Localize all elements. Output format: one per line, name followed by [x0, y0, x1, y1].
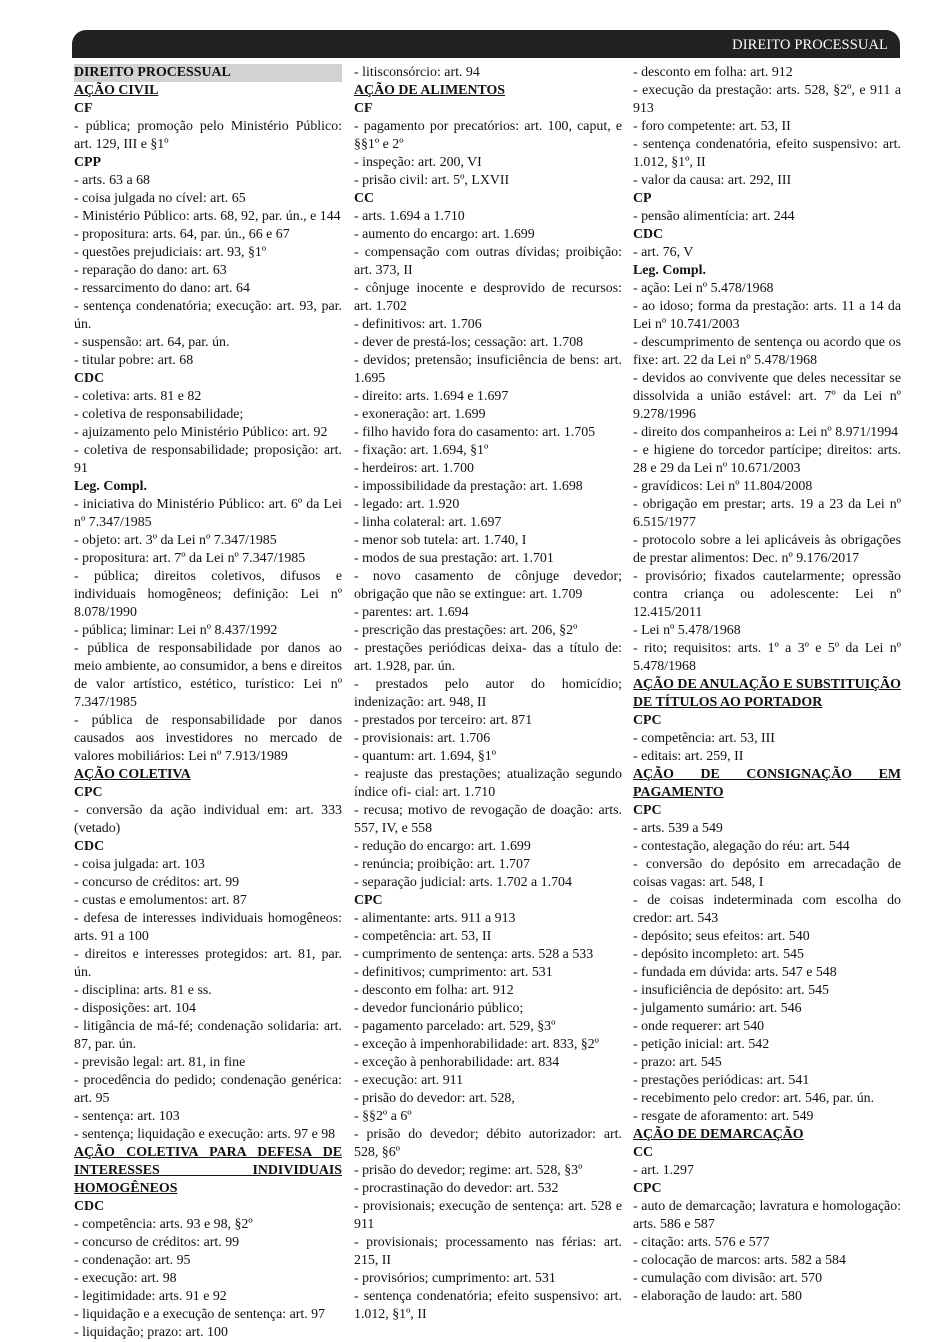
index-entry: - petição inicial: art. 542: [633, 1037, 770, 1052]
index-entry: - coletiva de responsabilidade;: [74, 407, 244, 422]
index-entry: - concurso de créditos: art. 99: [74, 1235, 240, 1250]
index-entry: - pagamento por precatórios: art. 100, caput, e §§1º e 2º: [354, 119, 622, 152]
index-entry: - prestações periódicas deixa- das a título de: art. 1.928, par. ún.: [354, 641, 622, 674]
index-entry: - previsão legal: art. 81, in fine: [74, 1055, 246, 1070]
index-entry: - procedência do pedido; condenação genérica: art. 95: [74, 1073, 342, 1106]
column-2: [354, 64, 622, 1324]
entry-heading: AÇÃO DE ANULAÇÃO E SUBSTITUIÇÃO DE TÍTULOS AO PORTADOR: [633, 677, 901, 710]
index-entry: - sentença condenatória; efeito suspensivo: art. 1.012, §1º, II: [354, 1289, 622, 1322]
index-entry: - pública; liminar: Lei nº 8.437/1992: [74, 623, 278, 638]
source-label: CPC: [633, 803, 662, 818]
source-label: CPC: [74, 785, 103, 800]
index-entry: - rito; requisitos: arts. 1º a 3º e 5º da Lei nº 5.478/1968: [633, 641, 901, 674]
index-entry: - ajuizamento pelo Ministério Público: art. 92: [74, 425, 328, 440]
index-entry: - pública de responsabilidade por danos causados aos investidores no mercado de valores mobiliários: Lei nº 7.913/1989: [74, 713, 342, 764]
index-entry: - conversão do depósito em arrecadação de coisas vagas: art. 548, I: [633, 857, 901, 890]
index-entry: - direito dos companheiros a: Lei nº 8.971/1994: [633, 425, 899, 440]
index-entry: - sentença: art. 103: [74, 1109, 180, 1124]
entry-heading: AÇÃO DE CONSIGNAÇÃO EM PAGAMENTO: [633, 767, 901, 800]
index-entry: - legado: art. 1.920: [354, 497, 460, 512]
index-entry: - pensão alimentícia: art. 244: [633, 209, 795, 224]
index-entry: - condenação: art. 95: [74, 1253, 191, 1268]
index-entry: - competência: art. 53, II: [354, 929, 492, 944]
index-entry: - cumprimento de sentença: arts. 528 a 533: [354, 947, 594, 962]
index-entry: - propositura: art. 7º da Lei nº 7.347/1985: [74, 551, 306, 566]
index-entry: - suspensão: art. 64, par. ún.: [74, 335, 230, 350]
index-entry: - pagamento parcelado: art. 529, §3º: [354, 1019, 556, 1034]
index-entry: - prazo: art. 545: [633, 1055, 722, 1070]
source-label: CPC: [633, 1181, 662, 1196]
index-entry: - art. 1.297: [633, 1163, 694, 1178]
index-entry: - exceção à penhorabilidade: art. 834: [354, 1055, 560, 1070]
source-label: CF: [354, 101, 373, 116]
source-label: Leg. Compl.: [74, 479, 147, 494]
index-entry: - litisconsórcio: art. 94: [354, 65, 480, 80]
index-entry: - provisionais; execução de sentença: art. 528 e 911: [354, 1199, 622, 1232]
index-entry: - arts. 63 a 68: [74, 173, 150, 188]
index-entry: - inspeção: art. 200, VI: [354, 155, 482, 170]
index-entry: - fixação: art. 1.694, §1º: [354, 443, 489, 458]
index-entry: - Lei nº 5.478/1968: [633, 623, 741, 638]
index-entry: - disciplina: arts. 81 e ss.: [74, 983, 212, 998]
index-entry: - redução do encargo: art. 1.699: [354, 839, 531, 854]
index-entry: - resgate de aforamento: art. 549: [633, 1109, 814, 1124]
index-entry: - herdeiros: art. 1.700: [354, 461, 474, 476]
index-entry: - quantum: art. 1.694, §1º: [354, 749, 497, 764]
index-entry: - competência: art. 53, III: [633, 731, 775, 746]
index-entry: - Ministério Público: arts. 68, 92, par. ún., e 144: [74, 209, 341, 224]
index-entry: - art. 76, V: [633, 245, 694, 260]
index-entry: - aumento do encargo: art. 1.699: [354, 227, 535, 242]
index-entry: - renúncia; proibição: art. 1.707: [354, 857, 530, 872]
index-entry: - gravídicos: Lei nº 11.804/2008: [633, 479, 813, 494]
index-entry: - separação judicial: arts. 1.702 a 1.704: [354, 875, 572, 890]
index-entry: - arts. 1.694 a 1.710: [354, 209, 465, 224]
index-entry: - colocação de marcos: arts. 582 a 584: [633, 1253, 846, 1268]
index-entry: - provisionais; processamento nas férias: art. 215, II: [354, 1235, 622, 1268]
index-entry: - litigância de má-fé; condenação solidaria: art. 87, par. ún.: [74, 1019, 342, 1052]
source-label: CPC: [633, 713, 662, 728]
column-1: [74, 64, 342, 1342]
index-entry: - e higiene do torcedor partícipe; direitos: arts. 28 e 29 da Lei nº 10.671/2003: [633, 443, 901, 476]
index-entry: - legitimidade: arts. 91 e 92: [74, 1289, 227, 1304]
index-entry: - devidos; pretensão; insuficiência de bens: art. 1.695: [354, 353, 622, 386]
index-entry: - insuficiência de depósito: art. 545: [633, 983, 829, 998]
index-entry: - foro competente: art. 53, II: [633, 119, 791, 134]
index-entry: - defesa de interesses individuais homogêneos: arts. 91 a 100: [74, 911, 342, 944]
source-label: CDC: [74, 839, 105, 854]
index-entry: - liquidação e a execução de sentença: art. 97: [74, 1307, 326, 1322]
topic-heading: DIREITO PROCESSUAL: [74, 64, 342, 82]
index-entry: - citação: arts. 576 e 577: [633, 1235, 770, 1250]
index-entry: - impossibilidade da prestação: art. 1.698: [354, 479, 583, 494]
index-entry: - alimentante: arts. 911 a 913: [354, 911, 516, 926]
source-label: CC: [633, 1145, 654, 1160]
index-entry: - objeto: art. 3º da Lei nº 7.347/1985: [74, 533, 277, 548]
index-entry: - sentença condenatória; execução: art. 93, par. ún.: [74, 299, 342, 332]
index-entry: - direitos e interesses protegidos: art. 81, par. ún.: [74, 947, 342, 980]
index-entry: - custas e emolumentos: art. 87: [74, 893, 247, 908]
index-entry: - arts. 539 a 549: [633, 821, 723, 836]
index-entry: - pública de responsabilidade por danos ao meio ambiente, ao consumidor, a bens e direitos de valor artístico, estético, turístico: Lei nº 7.347/1985: [74, 641, 342, 710]
index-entry: - propositura: arts. 64, par. ún., 66 e 67: [74, 227, 290, 242]
index-entry: - pública; direitos coletivos, difusos e individuais homogêneos; definição: Lei nº 8.078/1990: [74, 569, 342, 620]
section-title: DIREITO PROCESSUAL: [732, 37, 888, 53]
index-entry: - exceção à impenhorabilidade: art. 833, §2º: [354, 1037, 599, 1052]
index-entry: - prescrição das prestações: art. 206, §2º: [354, 623, 578, 638]
index-entry: - exoneração: art. 1.699: [354, 407, 486, 422]
source-label: CC: [354, 191, 375, 206]
index-entry: - coletiva: arts. 81 e 82: [74, 389, 202, 404]
index-entry: - prisão do devedor; débito autorizador: art. 528, §6º: [354, 1127, 622, 1160]
source-label: CDC: [74, 371, 105, 386]
index-entry: - modos de sua prestação: art. 1.701: [354, 551, 554, 566]
index-entry: - julgamento sumário: art. 546: [633, 1001, 802, 1016]
index-entry: - recebimento pelo credor: art. 546, par. ún.: [633, 1091, 875, 1106]
index-entry: - onde requerer: art 540: [633, 1019, 765, 1034]
source-label: CPP: [74, 155, 102, 170]
index-entry: - concurso de créditos: art. 99: [74, 875, 240, 890]
index-entry: - reajuste das prestações; atualização segundo índice ofi- cial: art. 1.710: [354, 767, 622, 800]
entry-heading: AÇÃO CIVIL: [74, 83, 159, 98]
index-entry: - competência: arts. 93 e 98, §2º: [74, 1217, 253, 1232]
entry-heading: AÇÃO DE ALIMENTOS: [354, 83, 506, 98]
index-entry: - sentença; liquidação e execução: arts. 97 e 98: [74, 1127, 336, 1142]
source-label: CDC: [633, 227, 664, 242]
index-entry: - procrastinação do devedor: art. 532: [354, 1181, 559, 1196]
entry-heading: AÇÃO COLETIVA: [74, 767, 191, 782]
index-entry: - de coisas indeterminada com escolha do credor: art. 543: [633, 893, 901, 926]
index-entry: - definitivos; cumprimento: art. 531: [354, 965, 553, 980]
index-entry: - titular pobre: art. 68: [74, 353, 194, 368]
index-entry: - liquidação; prazo: art. 100: [74, 1325, 228, 1340]
index-entry: - prisão do devedor; regime: art. 528, §3º: [354, 1163, 583, 1178]
page-header: [72, 30, 900, 58]
index-entry: - prisão do devedor: art. 528,: [354, 1091, 515, 1106]
index-entry: - devedor funcionário público;: [354, 1001, 524, 1016]
index-entry: - novo casamento de cônjuge devedor; obrigação que não se extingue: art. 1.709: [354, 569, 622, 602]
index-entry: - definitivos: art. 1.706: [354, 317, 482, 332]
index-entry: - protocolo sobre a lei aplicáveis às obrigações de prestar alimentos: Dec. nº 9.176/2017: [633, 533, 901, 566]
index-entry: - direito: arts. 1.694 e 1.697: [354, 389, 509, 404]
index-entry: - provisório; fixados cautelarmente; opressão contra criança ou adolescente: Lei nº 12.415/2011: [633, 569, 901, 620]
index-entry: - valor da causa: art. 292, III: [633, 173, 792, 188]
index-entry: - ao idoso; forma da prestação: arts. 11 a 14 da Lei nº 10.741/2003: [633, 299, 901, 332]
index-entry: - parentes: art. 1.694: [354, 605, 469, 620]
index-entry: - obrigação em prestar; arts. 19 a 23 da Lei nº 6.515/1977: [633, 497, 901, 530]
index-entry: - prestações periódicas: art. 541: [633, 1073, 810, 1088]
index-entry: - sentença condenatória, efeito suspensivo: art. 1.012, §1º, II: [633, 137, 901, 170]
source-label: CPC: [354, 893, 383, 908]
index-entry: - provisórios; cumprimento: art. 531: [354, 1271, 556, 1286]
index-entry: - coisa julgada no cível: art. 65: [74, 191, 246, 206]
index-entry: - coisa julgada: art. 103: [74, 857, 205, 872]
index-entry: - pública; promoção pelo Ministério Público: art. 129, III e §1º: [74, 119, 342, 152]
index-entry: - disposições: art. 104: [74, 1001, 196, 1016]
index-entry: - ressarcimento do dano: art. 64: [74, 281, 250, 296]
index-entry: - filho havido fora do casamento: art. 1.705: [354, 425, 596, 440]
index-entry: - prisão civil: art. 5º, LXVII: [354, 173, 510, 188]
index-entry: - ação: Lei nº 5.478/1968: [633, 281, 774, 296]
index-entry: - execução da prestação: arts. 528, §2º, e 911 a 913: [633, 83, 901, 116]
index-entry: - §§2º a 6º: [354, 1109, 412, 1124]
index-entry: - desconto em folha: art. 912: [633, 65, 793, 80]
index-entry: - elaboração de laudo: art. 580: [633, 1289, 802, 1304]
index-entry: - auto de demarcação; lavratura e homologação: arts. 586 e 587: [633, 1199, 901, 1232]
index-entry: - contestação, alegação do réu: art. 544: [633, 839, 850, 854]
index-entry: - execução: art. 98: [74, 1271, 177, 1286]
index-entry: - reparação do dano: art. 63: [74, 263, 227, 278]
index-entry: - provisionais: art. 1.706: [354, 731, 491, 746]
source-label: CP: [633, 191, 652, 206]
index-entry: - linha colateral: art. 1.697: [354, 515, 502, 530]
index-entry: - questões prejudiciais: art. 93, §1º: [74, 245, 267, 260]
index-entry: - editais: art. 259, II: [633, 749, 744, 764]
index-entry: - desconto em folha: art. 912: [354, 983, 514, 998]
index-entry: - prestados por terceiro: art. 871: [354, 713, 533, 728]
index-entry: - cônjuge inocente e desprovido de recursos: art. 1.702: [354, 281, 622, 314]
index-entry: - execução: art. 911: [354, 1073, 464, 1088]
index-entry: - recusa; motivo de revogação de doação: arts. 557, IV, e 558: [354, 803, 622, 836]
index-entry: - coletiva de responsabilidade; proposição: art. 91: [74, 443, 342, 476]
index-entry: - descumprimento de sentença ou acordo que os fixe: art. 22 da Lei nº 5.478/1968: [633, 335, 901, 368]
index-entry: - iniciativa do Ministério Público: art. 6º da Lei nº 7.347/1985: [74, 497, 342, 530]
index-entry: - depósito incompleto: art. 545: [633, 947, 804, 962]
index-entry: - menor sob tutela: art. 1.740, I: [354, 533, 527, 548]
index-entry: - fundada em dúvida: arts. 547 e 548: [633, 965, 837, 980]
index-entry: - dever de prestá-los; cessação: art. 1.708: [354, 335, 584, 350]
entry-heading: AÇÃO DE DEMARCAÇÃO: [633, 1127, 804, 1142]
column-3: [633, 64, 901, 1306]
index-entry: - devidos ao convivente que deles necessitar se dissolvida a união estável: art. 7º da Lei nº 9.278/1996: [633, 371, 901, 422]
index-entry: - prestados pelo autor do homicídio; indenização: art. 948, II: [354, 677, 622, 710]
entry-heading: AÇÃO COLETIVA PARA DEFESA DE INTERESSES INDIVIDUAIS HOMOGÊNEOS: [74, 1145, 342, 1196]
index-entry: - conversão da ação individual em: art. 333 (vetado): [74, 803, 342, 836]
index-entry: - cumulação com divisão: art. 570: [633, 1271, 823, 1286]
source-label: CDC: [74, 1199, 105, 1214]
source-label: CF: [74, 101, 93, 116]
index-entry: - depósito; seus efeitos: art. 540: [633, 929, 810, 944]
index-entry: - compensação com outras dívidas; proibição: art. 373, II: [354, 245, 622, 278]
source-label: Leg. Compl.: [633, 263, 706, 278]
